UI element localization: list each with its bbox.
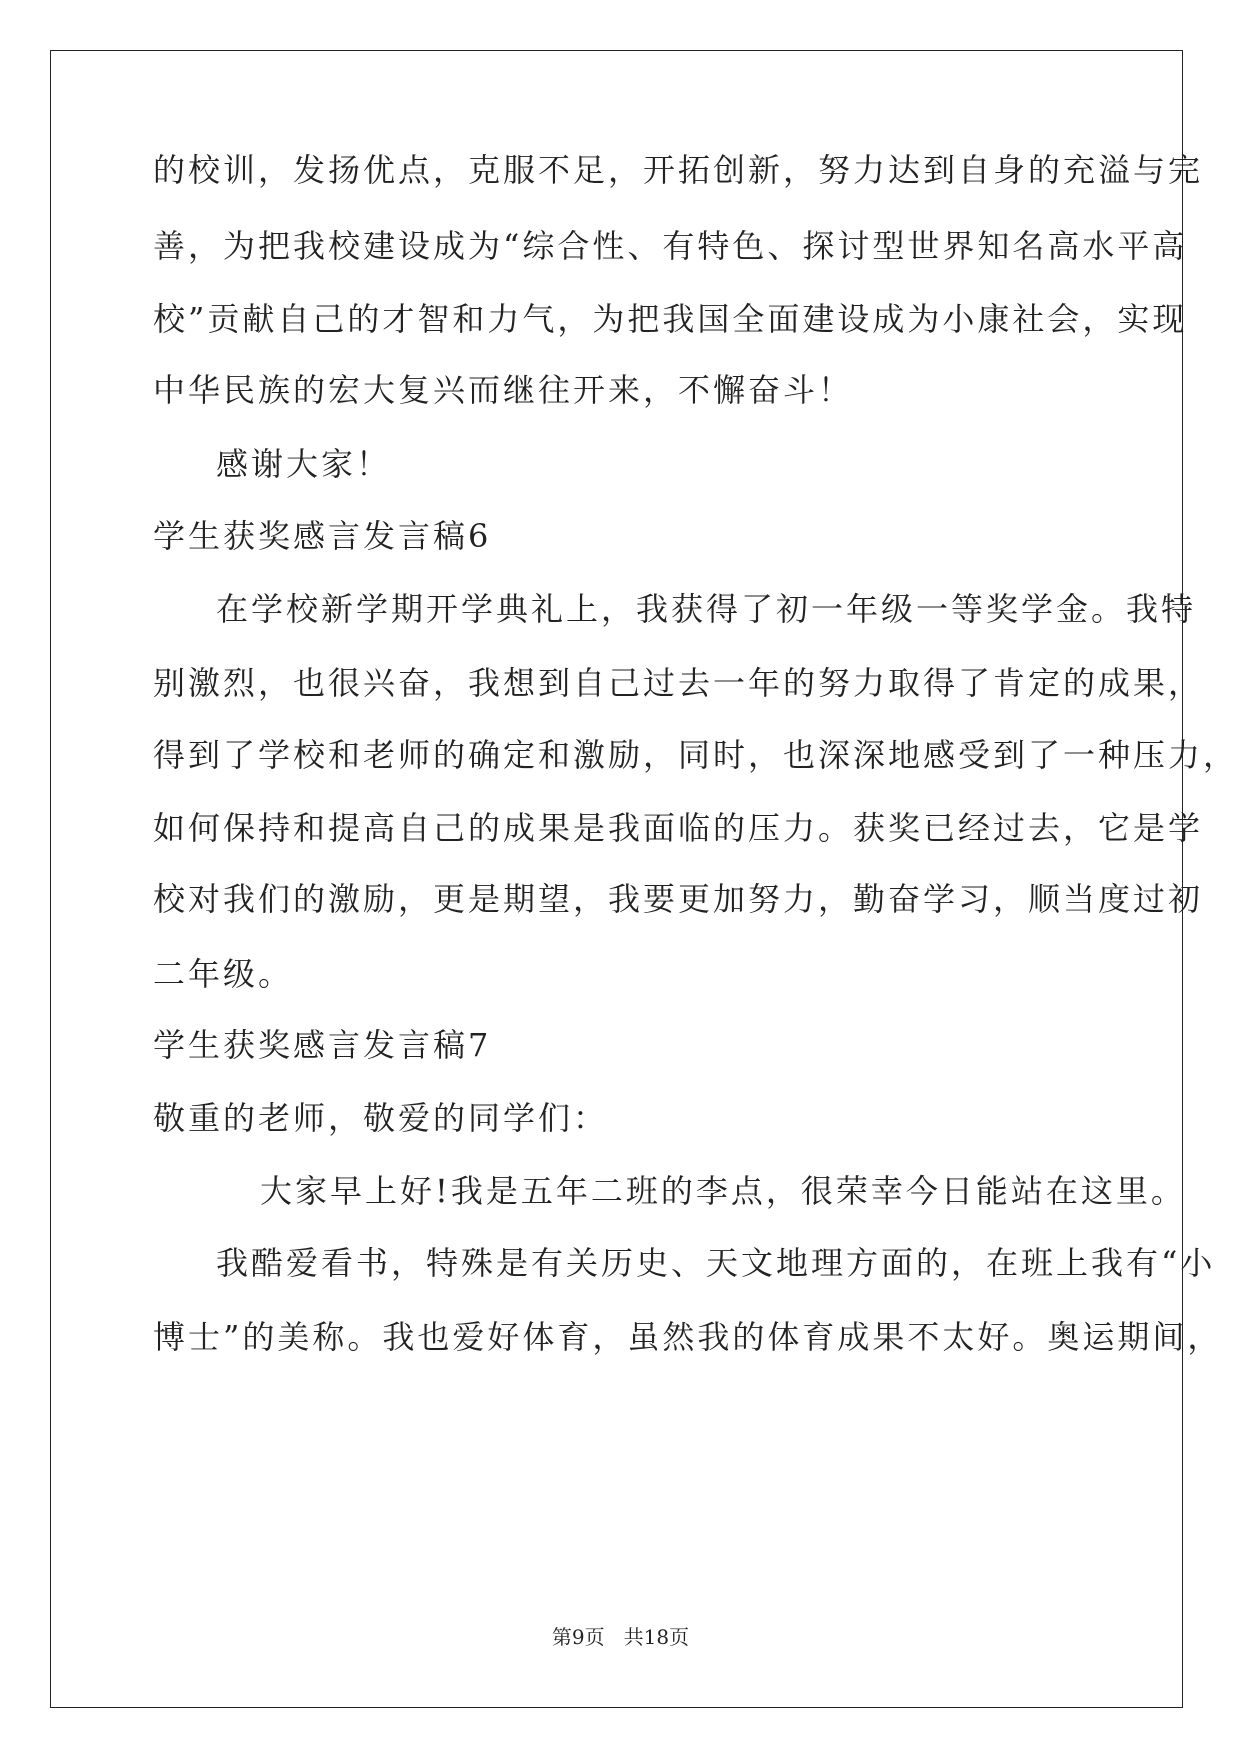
page-number-footer: 第9页 共18页: [551, 1625, 690, 1649]
body-line: 如何保持和提高自己的成果是我面临的压力。获奖已经过去，它是学: [153, 809, 1204, 847]
body-line: 中华民族的宏大复兴而继往开来，不懈奋斗！: [153, 371, 854, 409]
body-line: 校对我们的激励，更是期望，我要更加努力，勤奋学习，顺当度过初: [153, 880, 1204, 918]
body-line: 善，为把我校建设成为“综合性、有特色、探讨型世界知名高水平高: [153, 227, 1188, 265]
body-line: 别激烈，也很兴奋，我想到自己过去一年的努力取得了肯定的成果，: [153, 664, 1204, 702]
body-line: 博士”的美称。我也爱好体育，虽然我的体育成果不太好。奥运期间，: [153, 1318, 1223, 1356]
body-line: 校”贡献自己的才智和力气，为把我国全面建设成为小康社会，实现: [153, 300, 1188, 338]
body-line: 的校训，发扬优点，克服不足，开拓创新，努力达到自身的充溢与完: [153, 151, 1204, 189]
section-heading: 学生获奖感言发言稿6: [153, 517, 492, 555]
closing-line: 感谢大家！: [216, 445, 392, 483]
body-line: 我酷爱看书，特殊是有关历史、天文地理方面的，在班上我有“小: [216, 1244, 1216, 1282]
salutation-line: 敬重的老师，敬爱的同学们：: [153, 1099, 609, 1137]
body-line: 得到了学校和老师的确定和激励，同时，也深深地感受到了一种压力，: [153, 736, 1239, 774]
body-line: 大家早上好!我是五年二班的李点，很荣幸今日能站在这里。: [260, 1172, 1186, 1210]
section-heading: 学生获奖感言发言稿7: [153, 1026, 492, 1064]
body-line: 二年级。: [153, 955, 294, 993]
body-line: 在学校新学期开学典礼上，我获得了初一年级一等奖学金。我特: [216, 590, 1197, 628]
